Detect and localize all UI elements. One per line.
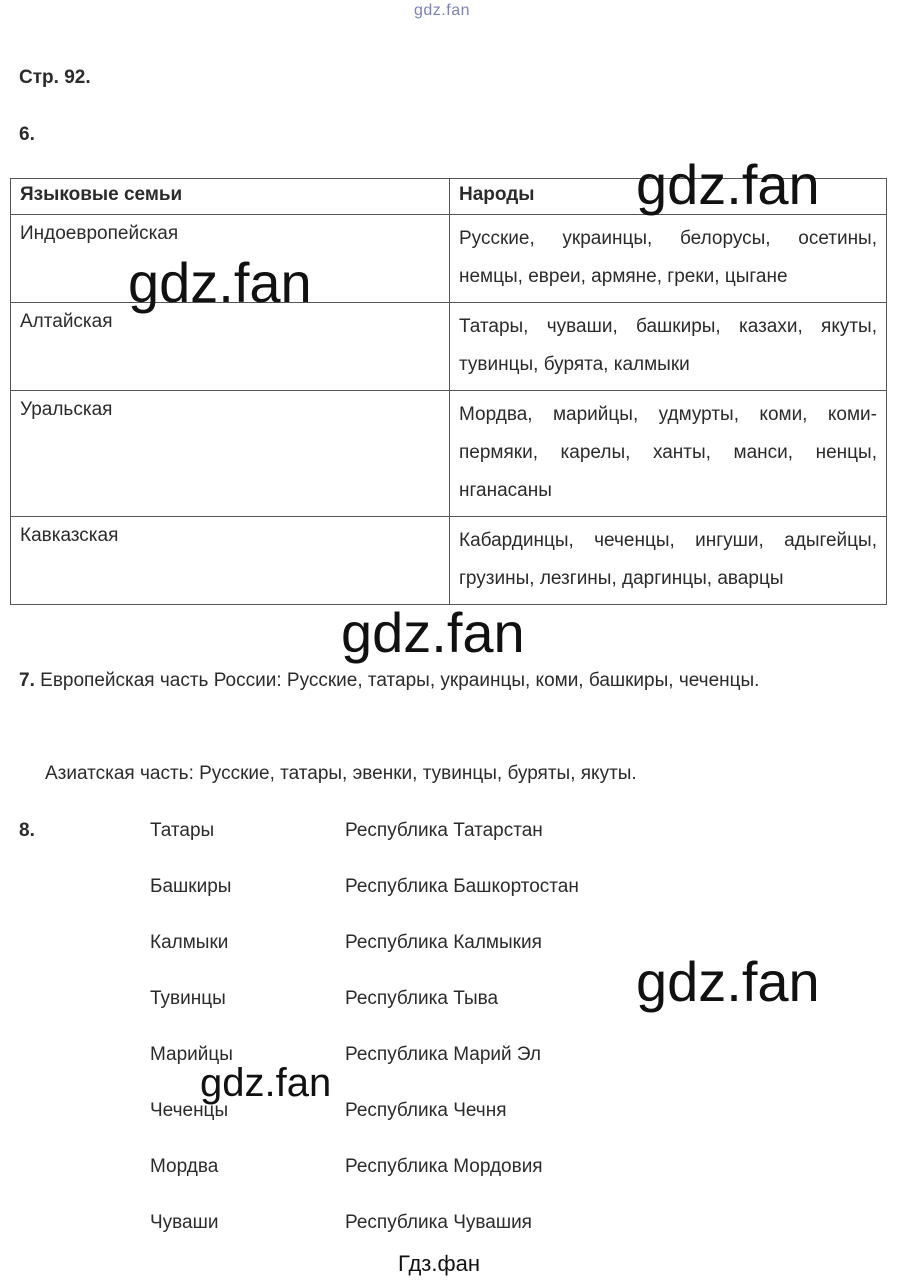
- list-item-republic: Республика Марий Эл: [345, 1044, 542, 1065]
- table-row: [11, 303, 887, 391]
- list-item-people: Башкиры: [150, 876, 232, 897]
- family-cell: Индоевропейская: [11, 215, 450, 303]
- list-item-people: Чеченцы: [150, 1100, 229, 1121]
- list-item-republic: Республика Татарстан: [345, 820, 543, 841]
- watermark: gdz.fan: [636, 153, 820, 216]
- task-7-european-text: Европейская часть России: Русские, татары, украинцы, коми, башкиры, чеченцы.: [40, 670, 760, 691]
- list-item-people: Татары: [150, 820, 215, 841]
- list-item-republic: Республика Башкортостан: [345, 876, 579, 897]
- family-cell: Уральская: [11, 391, 450, 517]
- task-6-number: 6.: [19, 124, 35, 145]
- task-7-asian: Азиатская часть: Русские, татары, эвенки, тувинцы, буряты, якуты.: [45, 763, 637, 784]
- table-row: [11, 391, 887, 517]
- task-8-number: 8.: [19, 820, 35, 841]
- list-item-people: Калмыки: [150, 932, 229, 953]
- list-item-people: Мордва: [150, 1156, 219, 1177]
- task-7-european: [19, 662, 877, 700]
- list-item-republic: Республика Мордовия: [345, 1156, 543, 1177]
- task-7-number: 7.: [19, 670, 35, 691]
- list-item-people: Тувинцы: [150, 988, 226, 1009]
- list-item-republic: Республика Тыва: [345, 988, 499, 1009]
- list-item-republic: Республика Калмыкия: [345, 932, 542, 953]
- top-watermark: gdz.fan: [414, 2, 470, 19]
- list-item-people: Чуваши: [150, 1212, 219, 1233]
- family-cell: Кавказская: [11, 517, 450, 605]
- list-item-people: Марийцы: [150, 1044, 233, 1065]
- watermark: gdz.fan: [200, 1061, 332, 1105]
- family-cell: Алтайская: [11, 303, 450, 391]
- peoples-cell: Мордва, марийцы, удмурты, коми, коми-пермяки, карелы, ханты, манси, ненцы, нганасаны: [450, 391, 887, 517]
- language-families-table: [10, 178, 887, 605]
- peoples-cell: Татары, чуваши, башкиры, казахи, якуты, тувинцы, бурята, калмыки: [450, 303, 887, 391]
- list-item-republic: Республика Чувашия: [345, 1212, 532, 1233]
- watermark: gdz.fan: [636, 950, 820, 1013]
- list-item-republic: Республика Чечня: [345, 1100, 507, 1121]
- watermark: gdz.fan: [128, 251, 312, 314]
- watermark: gdz.fan: [341, 601, 525, 664]
- table-row: [11, 517, 887, 605]
- footer-watermark: Гдз.фан: [398, 1251, 480, 1276]
- peoples-cell: Кабардинцы, чеченцы, ингуши, адыгейцы, грузины, лезгины, даргинцы, аварцы: [450, 517, 887, 605]
- peoples-cell: Русские, украинцы, белорусы, осетины, немцы, евреи, армяне, греки, цыгане: [450, 215, 887, 303]
- header-peoples: Народы: [450, 179, 887, 215]
- header-language-families: Языковые семьи: [11, 179, 450, 215]
- page-reference: Стр. 92.: [19, 67, 91, 88]
